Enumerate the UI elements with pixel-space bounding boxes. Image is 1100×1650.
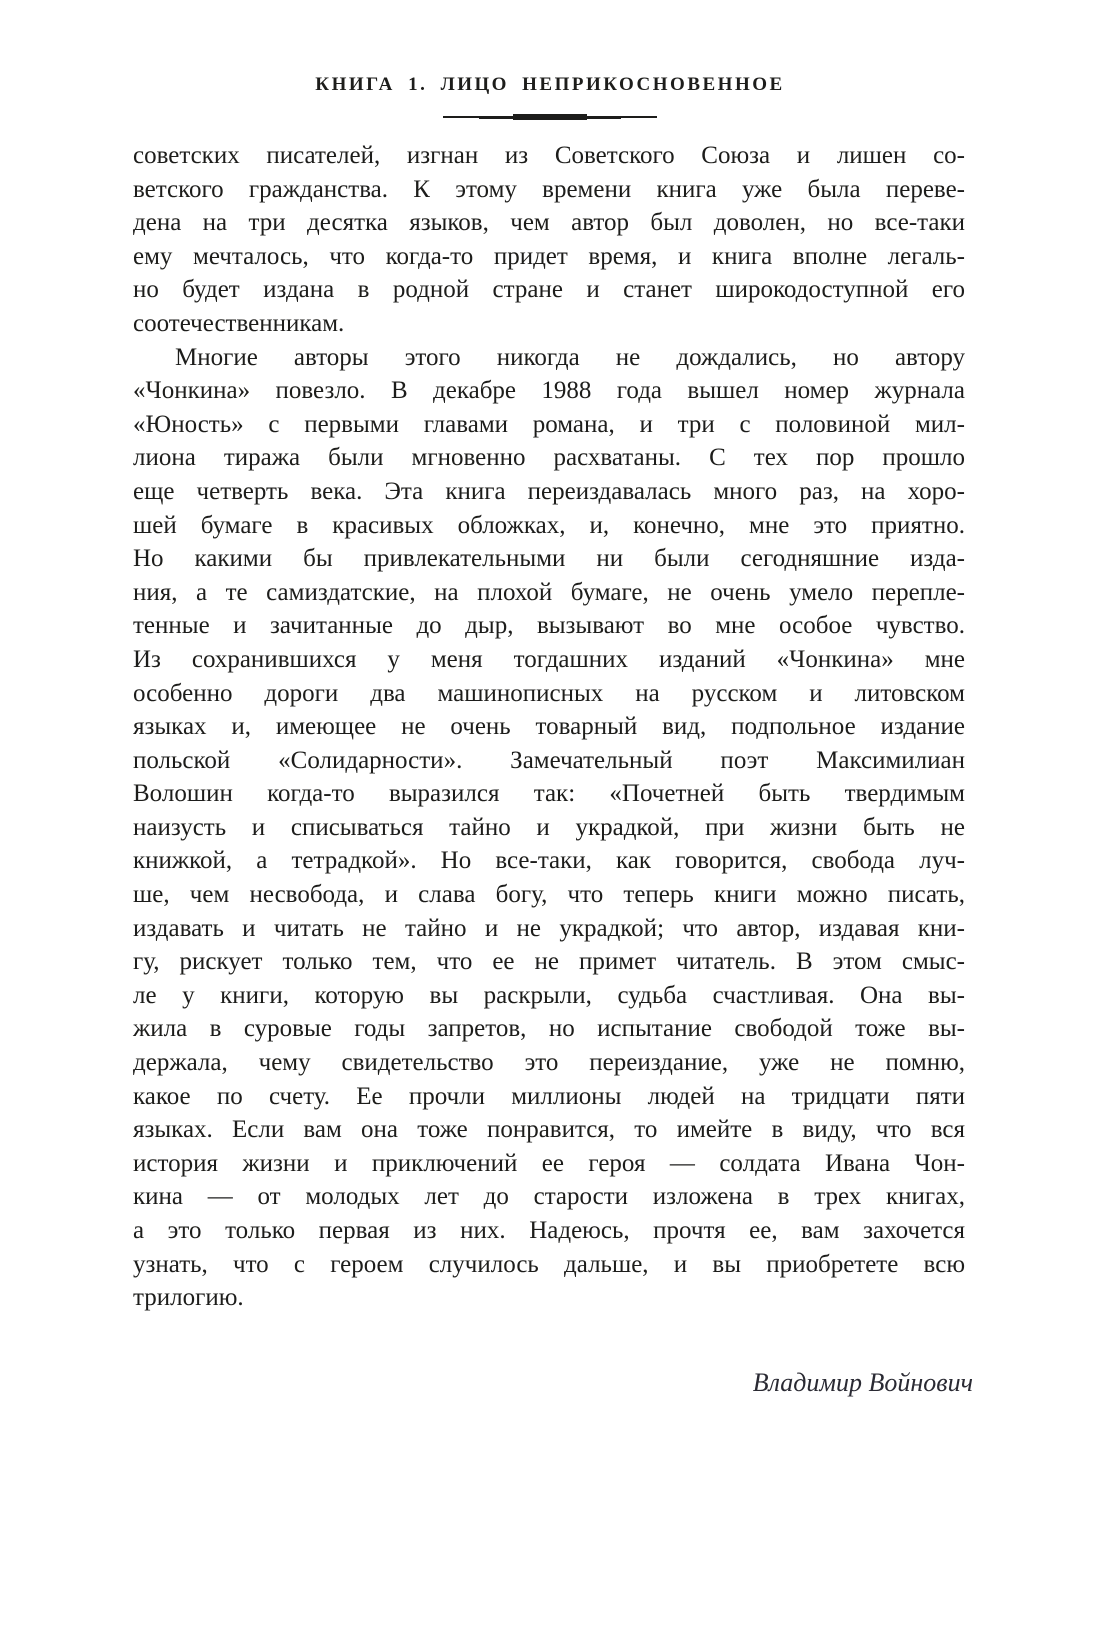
running-head: КНИГА 1. ЛИЦО НЕПРИКОСНОВЕННОЕ (315, 74, 785, 95)
text-line: держала, чему свидетельство это переиздание, уже не помню, (133, 1049, 965, 1077)
text-line: лиона тиража были мгновенно расхватаны. С тех пор прошло (133, 444, 965, 472)
text-line: ветского гражданства. К этому времени книга уже была переве- (133, 175, 965, 203)
text-line: советских писателей, изгнан из Советского Союза и лишен со- (133, 142, 965, 169)
text-line: какое по счету. Ее прочли миллионы людей на тридцати пяти (133, 1082, 965, 1110)
divider-segment (479, 116, 513, 119)
text-line: «Чонкина» повезло. В декабре 1988 года вышел номер журнала (133, 377, 965, 405)
divider-segment (621, 116, 657, 118)
text-line: трилогию. (133, 1284, 244, 1312)
text-line: Из сохранившихся у меня тогдашних изданий «Чонкина» мне (133, 645, 965, 673)
author-signature: Владимир Войнович (752, 1368, 973, 1397)
divider-segment (513, 114, 587, 120)
text-line: шей бумаге в красивых обложках, и, конечно, мне это приятно. (133, 511, 965, 539)
text-line: но будет издана в родной стране и станет широкодоступной его (133, 276, 965, 304)
text-line: тенные и зачитанные до дыр, вызывают во мне особое чувство. (133, 612, 965, 640)
text-line: история жизни и приключений ее героя — солдата Ивана Чон- (133, 1149, 965, 1177)
text-line: соотечественникам. (133, 309, 345, 337)
paragraph (133, 341, 965, 1315)
text-line: кина — от молодых лет до старости изложена в трех книгах, (133, 1183, 965, 1211)
text-line: издавать и читать не тайно и не украдкой; что автор, издавая кни- (133, 914, 965, 942)
text-line: ния, а те самиздатские, на плохой бумаге, не очень умело перепле- (133, 578, 965, 606)
text-line: ше, чем несвобода, и слава богу, что теперь книги можно писать, (133, 881, 965, 909)
text-line: Многие авторы этого никогда не дождались, но автору (175, 343, 965, 371)
text-line: Волошин когда-то выразился так: «Почетней быть твердимым (133, 780, 965, 808)
text-line: языках. Если вам она тоже понравится, то имейте в виду, что вся (133, 1116, 965, 1144)
text-line: а это только первая из них. Надеюсь, прочтя ее, вам захочется (133, 1217, 965, 1244)
text-line: ле у книги, которую вы раскрыли, судьба счастливая. Она вы- (133, 981, 965, 1009)
divider-segment (443, 116, 479, 118)
text-line: ему мечталось, что когда-то придет время, и книга вполне легаль- (133, 242, 965, 270)
page-body (133, 139, 965, 1315)
chapter-divider-ornament (0, 112, 1100, 122)
text-line: особенно дороги два машинописных на русском и литовском (133, 679, 965, 707)
text-line: польской «Солидарности». Замечательный поэт Максимилиан (133, 746, 965, 774)
text-line: гу, рискует только тем, что ее не примет читатель. В этом смыс- (133, 948, 965, 976)
text-line: Но какими бы привлекательными ни были сегодняшние изда- (133, 545, 965, 573)
paragraph (133, 139, 965, 341)
text-line: еще четверть века. Эта книга переиздавалась много раз, на хоро- (133, 477, 965, 505)
text-line: узнать, что с героем случилось дальше, и вы приобретете всю (133, 1250, 965, 1278)
text-line: жила в суровые годы запретов, но испытание свободой тоже вы- (133, 1015, 965, 1043)
text-line: наизусть и списываться тайно и украдкой, при жизни быть не (133, 813, 965, 841)
divider-segment (587, 116, 621, 119)
text-line: языках и, имеющее не очень товарный вид, подпольное издание (133, 713, 965, 741)
text-line: дена на три десятка языков, чем автор был доволен, но все-таки (133, 209, 965, 237)
text-line: «Юность» с первыми главами романа, и три с половиной мил- (133, 410, 965, 438)
text-line: книжкой, а тетрадкой». Но все-таки, как говорится, свобода луч- (133, 847, 965, 875)
